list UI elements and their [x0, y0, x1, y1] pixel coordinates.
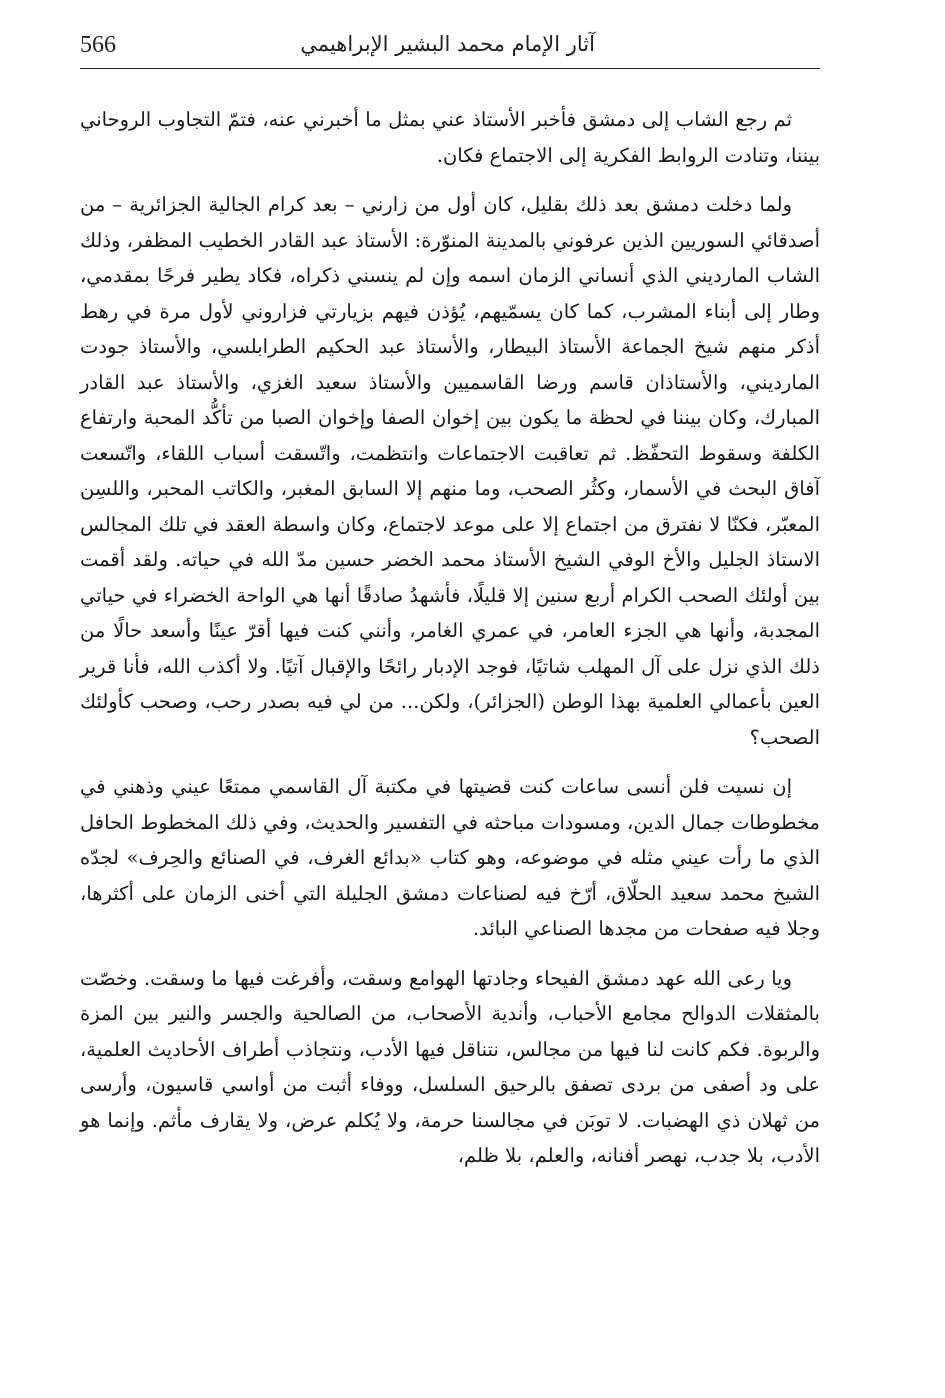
paragraph: ولما دخلت دمشق بعد ذلك بقليل، كان أول من زارني – بعد كرام الجالية الجزائرية – من أصدقائي السوريين الذين عرفوني بالمدينة المنوّرة: الأستاذ عبد القادر الخطيب المظفر، وذلك الشاب المارديني الذي أنساني الزمان اسمه وإن لم ينسني ذكراه، فكاد يطير فرحًا بمقدمي، وطار إلى أبناء المشرب، كما كان يسمّيهم، يُؤذن فيهم بزيارتي فزاروني لأول مرة في رهط أذكر منهم شيخ الجماعة الأستاذ البيطار، والأستاذ عبد الحكيم الطرابلسي، والأستاذ جودت المارديني، والأستاذان قاسم ورضا القاسميين والأستاذ سعيد الغزي، والأستاذ عبد القادر المبارك، وكان بيننا في لحظة ما يكون بين إخوان الصفا وإخوان الصبا من تأكُّد المحبة وارتفاع الكلفة وسقوط التحفّظ. ثم تعاقبت الاجتماعات وانتظمت، واتّسقت أسباب اللقاء، واتّسعت آفاق البحث في الأسمار، وكثُر الصحب، وما منهم إلا السابق المغبر، والكاتب المحبر، واللسِن المعبّر، فكنّا لا نفترق من اجتماع إلا على موعد لاجتماع، وكان واسطة العقد في تلك المجالس الاستاذ الجليل والأخ الوفي الشيخ الأستاذ محمد الخضر حسين مدّ الله في حياته. ولقد أقمت بين أولئك الصحب الكرام أربع سنين إلا قليلًا، فأشهدُ صادقًا أنها هي الواحة الخضراء في حياتي المجدبة، وأنها هي الجزء العامر، في عمري الغامر، وأنني كنت فيها أقرّ عينًا وأسعد حالًا من ذلك الذي نزل على آل المهلب شاتيًا، فوجد الإدبار رائحًا والإقبال آتيًا. ولا أكذب الله، فأنا قرير العين بأعمالي العلمية بهذا الوطن (الجزائر)، ولكن... من لي فيه بصدر رحب، وصحب كأولئك الصحب؟ — [80, 193, 820, 749]
paragraph: ويا رعى الله عهد دمشق الفيحاء وجادتها الهوامع وسقت، وأفرغت فيها ما وسقت. وخصّت بالمثقلات الدوالح مجامع الأحباب، وأندية الأصحاب، من الصالحية والجسر والنير بين المزة والربوة. فكم كانت لنا فيها من مجالس، نتناقل فيها الأدب، ونتجاذب أطراف الأحاديث العلمية، على ود أصفى من بردى تصفق بالرحيق السلسل، ووفاء أثبت من أواسي قاسيون، وأرسى من ثهلان ذي الهضبات. لا توبَن في مجالسنا حرمة، ولا يُكلم عرض، ولا يقارف مأثم. وإنما هو الأدب، بلا جدب، نهصر أفنانه، والعلم، بلا ظلم، — [80, 966, 820, 1167]
running-title: آثار الإمام محمد البشير الإبراهيمي — [300, 32, 595, 56]
page-number: 566 — [80, 32, 116, 58]
paragraph: إن نسيت فلن أنسى ساعات كنت قضيتها في مكتبة آل القاسمي ممتعًا عيني وذهني في مخطوطات جمال الدين، ومسودات مباحثه في التفسير والحديث، وفي ذلك المخطوط الحافل الذي ما رأت عيني مثله في موضوعه، وهو كتاب «بدائع الغرف، في الصنائع والحِرف» لجدّه الشيخ محمد سعيد الحلّاق، أرّخ فيه لصناعات دمشق الجليلة التي أخنى الزمان على أكثرها، وجلا فيه صفحات من مجدها الصناعي البائد. — [80, 775, 820, 940]
body-text — [80, 102, 820, 1174]
paragraph: ثم رجع الشاب إلى دمشق فأخبر الأستاذ عني بمثل ما أخبرني عنه، فتمّ التجاوب الروحاني بيننا، وتنادت الروابط الفكرية إلى الاجتماع فكان. — [80, 108, 820, 167]
page-header — [80, 28, 820, 69]
